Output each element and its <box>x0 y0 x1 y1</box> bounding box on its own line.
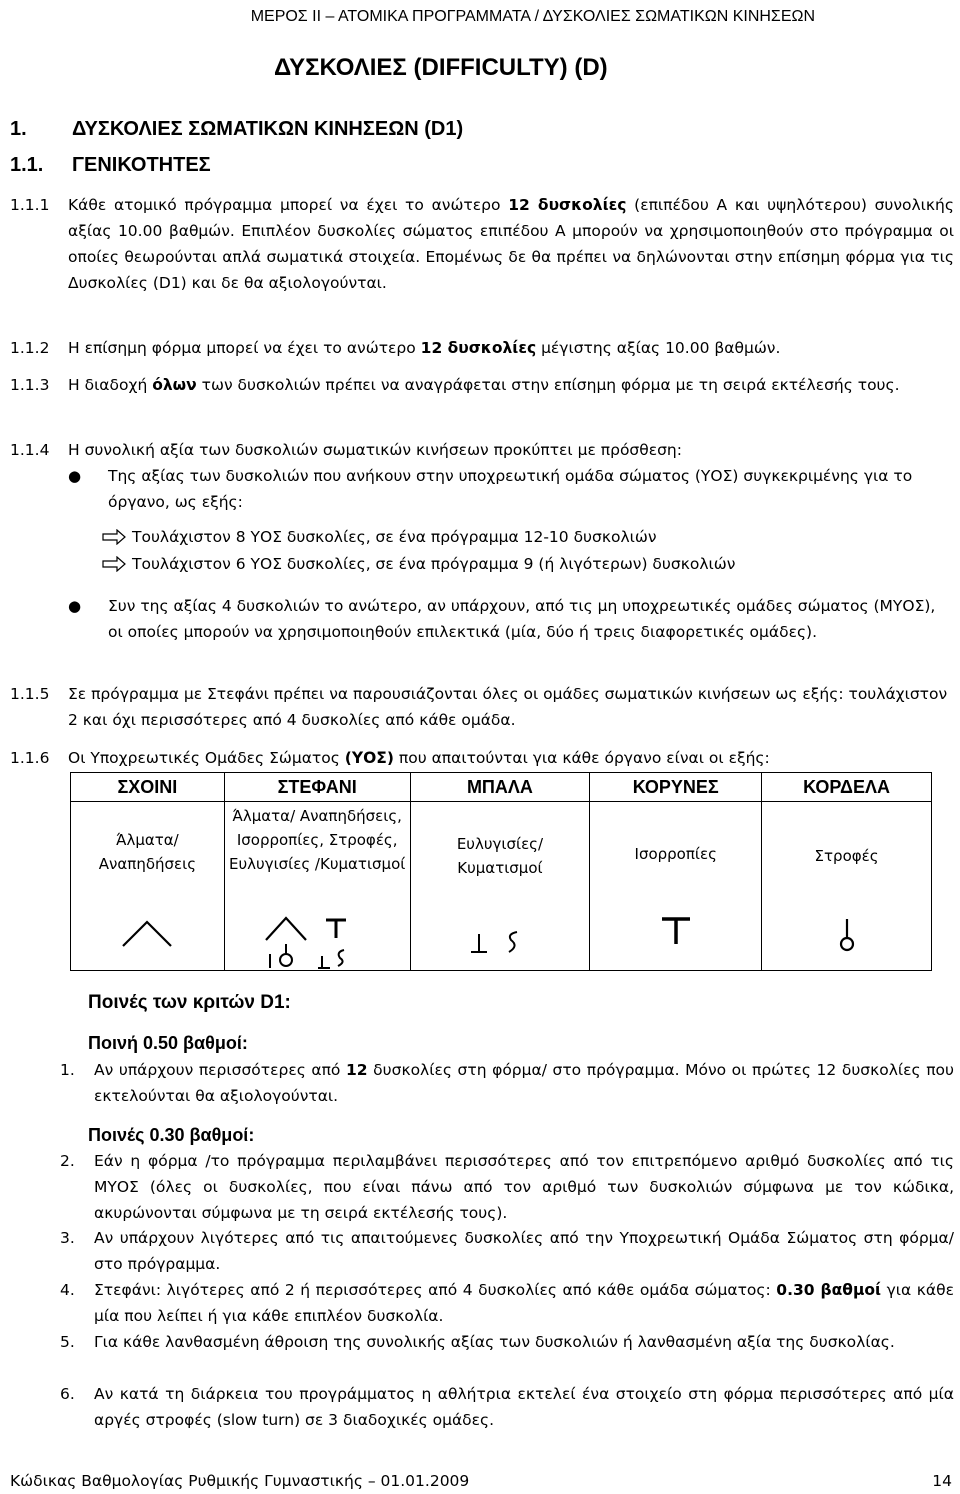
item-number: 1. <box>60 1061 75 1079</box>
cell-line: Ισορροπίες <box>634 845 717 863</box>
arrow-right-icon <box>102 529 126 545</box>
penalty-item <box>60 1381 954 1433</box>
section-number: 1. <box>10 118 27 140</box>
section-title: ΔΥΣΚΟΛΙΕΣ ΣΩΜΑΤΙΚΩΝ ΚΙΝΗΣΕΩΝ (D1) <box>72 118 464 140</box>
table-header-rope: ΣΧΟΙΝΙ <box>71 773 225 802</box>
arrow-item <box>102 552 735 576</box>
paragraph-number: 1.1.4 <box>10 441 50 459</box>
ball-symbols-icon <box>465 928 535 956</box>
bold-run: 12 δυσκολίες <box>508 196 627 214</box>
table-cell-clubs <box>590 802 762 971</box>
bullet-icon: ● <box>68 597 82 615</box>
penalty-group-label: Ποινές 0.30 βαθμοί: <box>88 1125 255 1145</box>
cell-line: Άλματα/ <box>116 831 179 849</box>
cell-line: Ισορροπίες, Στροφές, <box>236 831 398 849</box>
jump-symbol-icon <box>119 918 175 950</box>
penalty-item <box>60 1225 954 1277</box>
text-run: (επιπέδου Α και υψηλότερου) συνολικής αξίας 10.00 βαθμών. Επιπλέον δυσκολίες σώματος επιπέδου Α μπορούν να χρησιμοποιηθούν στο πρόγραμμα οι οποίες θεωρούνται απλά σωματικά στοιχεία. Επομένως δε θα πρέπει να δηλώνονται στην επίσημη φόρμα για τις Δυσκολίες (D1) και δε θα αξιολογούνται. <box>68 196 954 292</box>
item-number: 5. <box>60 1333 75 1351</box>
paragraph-1-1-2 <box>10 335 954 361</box>
table-row <box>71 802 932 971</box>
rotation-symbol-icon <box>835 916 859 952</box>
text-run: Αν υπάρχουν περισσότερες από <box>94 1061 346 1079</box>
item-text: Αν υπάρχουν λιγότερες από τις απαιτούμενες δυσκολίες από την Υποχρεωτική Ομάδα Σώματος στη φόρμα/ στο πρόγραμμα. <box>94 1229 954 1273</box>
apparatus-table <box>70 772 932 971</box>
item-number: 4. <box>60 1281 75 1299</box>
paragraph-number: 1.1.3 <box>10 376 50 394</box>
table-header-ribbon: ΚΟΡΔΕΛΑ <box>762 773 932 802</box>
paragraph-number: 1.1.1 <box>10 196 50 214</box>
item-number: 3. <box>60 1229 75 1247</box>
cell-line: Ευλυγισίες/ <box>456 835 544 853</box>
paragraph-1-1-3 <box>10 372 954 398</box>
item-text: Εάν η φόρμα /το πρόγραμμα περιλαμβάνει περισσότερες από τον επιτρεπόμενο αριθμό δυσκολίες από τις ΜΥΟΣ (όλες οι δυσκολίες, που είναι πάνω από τον αριθμό των δυσκολιών σύμφωνα με τον κώδικα, ακυρώνονται σύμφωνα με τη σειρά εκτέλεσής τους). <box>94 1152 954 1222</box>
bold-run: 12 δυσκολίες <box>420 339 537 357</box>
text-run: Οι Υποχρεωτικές Ομάδες Σώματος <box>68 749 345 767</box>
table-cell-ribbon <box>762 802 932 971</box>
paragraph-number: 1.1.6 <box>10 749 50 767</box>
paragraph-1-1-6 <box>10 745 954 771</box>
paragraph-number: 1.1.5 <box>10 685 50 703</box>
paragraph-1-1-4 <box>10 437 954 463</box>
bold-run: (ΥΟΣ) <box>344 749 394 767</box>
item-text: Αν κατά τη διάρκεια του προγράμματος η αθλήτρια εκτελεί ένα στοιχείο στη φόρμα περισσότερες από μία αργές στροφές (slow turn) σε 3 διαδοχικές ομάδες. <box>94 1385 954 1429</box>
section-heading-1-1 <box>10 152 211 178</box>
balance-symbol-icon <box>656 914 696 948</box>
bold-run: όλων <box>152 376 197 394</box>
paragraph-1-1-5 <box>10 681 954 733</box>
section-title: ΓΕΝΙΚΟΤΗΤΕΣ <box>72 154 211 176</box>
paragraph-text: Σε πρόγραμμα με Στεφάνι πρέπει να παρουσιάζονται όλες οι ομάδες σωματικών κινήσεων ως εξής: τουλάχιστον 2 και όχι περισσότερες από 4 δυσκολίες από κάθε ομάδα. <box>68 685 948 729</box>
main-title: ΔΥΣΚΟΛΙΕΣ (DIFFICULTY) (D) <box>274 54 608 81</box>
table-header-hoop: ΣΤΕΦΑΝΙ <box>224 773 410 802</box>
hoop-symbols-icon <box>262 914 372 970</box>
item-number: 2. <box>60 1152 75 1170</box>
bullet-item <box>68 463 954 515</box>
table-header-ball: ΜΠΑΛΑ <box>410 773 590 802</box>
text-run: για κάθε μία που λείπει ή για κάθε επιπλέον δυσκολία. <box>94 1281 955 1325</box>
table-cell-hoop <box>224 802 410 971</box>
text-run: Στεφάνι: λιγότερες από 2 ή περισσότερες από 4 δυσκολίες από κάθε ομάδα σώματος: <box>94 1281 777 1299</box>
text-run: που απαιτούνται για κάθε όργανο είναι οι εξής: <box>393 749 770 767</box>
paragraph-text: Η συνολική αξία των δυσκολιών σωματικών κινήσεων προκύπτει με πρόσθεση: <box>68 441 682 459</box>
item-number: 6. <box>60 1385 75 1403</box>
table-header-clubs: ΚΟΡΥΝΕΣ <box>590 773 762 802</box>
text-run: Η επίσημη φόρμα μπορεί να έχει το ανώτερο <box>68 339 421 357</box>
cell-line: Στροφές <box>814 847 879 865</box>
penalty-item <box>60 1057 954 1109</box>
running-head: ΜΕΡΟΣ ΙΙ – ΑΤΟΜΙΚΑ ΠΡΟΓΡΑΜΜΑΤΑ / ΔΥΣΚΟΛΙΕΣ ΣΩΜΑΤΙΚΩΝ ΚΙΝΗΣΕΩΝ <box>250 8 815 25</box>
penalties-title: Ποινές των κριτών D1: <box>88 992 291 1013</box>
paragraph-1-1-1 <box>10 192 954 296</box>
text-run: Η διαδοχή <box>68 376 153 394</box>
item-text: Για κάθε λανθασμένη άθροιση της συνολικής αξίας των δυσκολιών ή λανθασμένη αξία της δυσκολίας. <box>94 1333 895 1351</box>
cell-line: Αναπηδήσεις <box>98 855 197 873</box>
section-heading-1 <box>10 116 463 142</box>
bullet-item <box>68 593 954 645</box>
cell-line: Άλματα/ Αναπηδήσεις, <box>232 807 402 825</box>
arrow-text: Τουλάχιστον 8 ΥΟΣ δυσκολίες, σε ένα πρόγραμμα 12-10 δυσκολιών <box>132 528 657 546</box>
arrow-text: Τουλάχιστον 6 ΥΟΣ δυσκολίες, σε ένα πρόγραμμα 9 (ή λιγότερων) δυσκολιών <box>132 555 736 573</box>
penalty-item <box>60 1277 954 1329</box>
table-header-row <box>71 773 932 802</box>
table-cell-ball <box>410 802 590 971</box>
bullet-icon: ● <box>68 467 82 485</box>
penalty-item <box>60 1329 954 1355</box>
bullet-text: Συν της αξίας 4 δυσκολιών το ανώτερο, αν υπάρχουν, από τις μη υποχρεωτικές ομάδες σώματος (ΜΥΟΣ), οι οποίες μπορούν να χρησιμοποιηθούν επιλεκτικά (μία, δύο ή τρεις διαφορετικές ομάδες). <box>108 597 936 641</box>
cell-line: Κυματισμοί <box>457 859 543 877</box>
bold-run: 0.30 βαθμοί <box>776 1281 882 1299</box>
bullet-text: Της αξίας των δυσκολιών που ανήκουν στην υποχρεωτική ομάδα σώματος (ΥΟΣ) συγκεκριμένης για το όργανο, ως εξής: <box>108 467 913 511</box>
text-run: μέγιστης αξίας 10.00 βαθμών. <box>536 339 781 357</box>
paragraph-number: 1.1.2 <box>10 339 50 357</box>
footer-text: Κώδικας Βαθμολογίας Ρυθμικής Γυμναστικής – 01.01.2009 <box>10 1472 470 1490</box>
text-run: των δυσκολιών πρέπει να αναγράφεται στην επίσημη φόρμα με τη σειρά εκτέλεσής τους. <box>196 376 900 394</box>
text-run: Κάθε ατομικό πρόγραμμα μπορεί να έχει το ανώτερο <box>68 196 509 214</box>
page-number: 14 <box>932 1472 952 1490</box>
penalty-item <box>60 1148 954 1226</box>
arrow-right-icon <box>102 556 126 572</box>
penalty-group-label: Ποινή 0.50 βαθμοί: <box>88 1033 248 1053</box>
arrow-item <box>102 525 657 549</box>
table-cell-rope <box>71 802 225 971</box>
bold-run: 12 <box>346 1061 368 1079</box>
cell-line: Ευλυγισίες /Κυματισμοί <box>229 855 406 873</box>
section-number: 1.1. <box>10 154 44 176</box>
text-run: δυσκολίες στη φόρμα/ στο πρόγραμμα. Μόνο οι πρώτες 12 δυσκολίες που εκτελούνται θα αξιολογούνται. <box>94 1061 954 1105</box>
